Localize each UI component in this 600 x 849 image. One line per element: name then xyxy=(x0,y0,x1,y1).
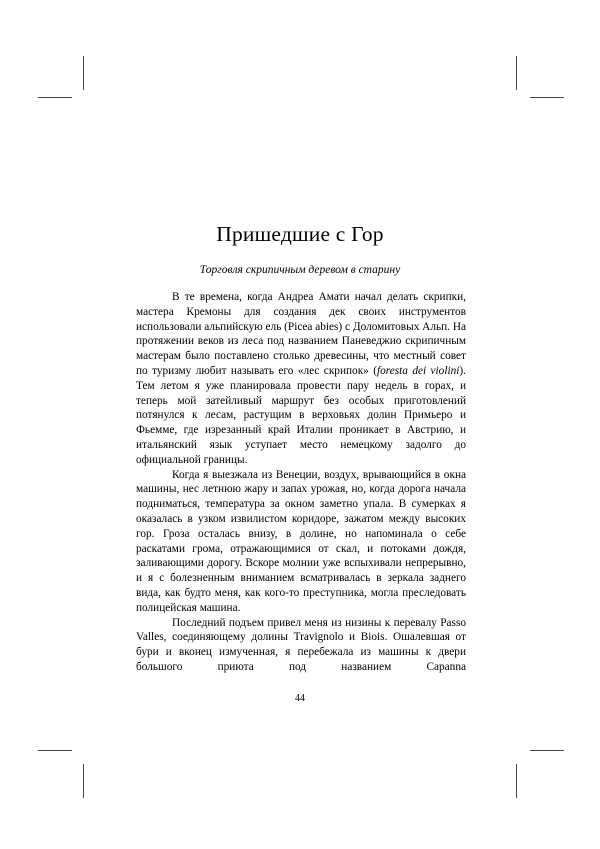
crop-mark-bottom-right-horizontal xyxy=(530,750,564,751)
paragraph-1-italic-phrase: foresta dei violini xyxy=(376,364,460,377)
crop-mark-top-left-horizontal xyxy=(38,97,72,98)
crop-mark-bottom-right-vertical xyxy=(516,764,517,798)
crop-mark-bottom-left-vertical xyxy=(83,764,84,798)
crop-mark-top-left-vertical xyxy=(83,56,84,90)
crop-mark-top-right-horizontal xyxy=(530,97,564,98)
paragraph-1 xyxy=(136,290,466,468)
paragraph-3: Последний подъем привел меня из низины к перевалу Passo Valles, соединяющему долины Travignolo и Biois. Ошалевшая от бури и вконец измученная, я перебежала из машины к двери большого приюта под названием Capanna xyxy=(136,616,466,673)
paragraph-1-text-after: ). Тем летом я уже планировала провести пару недель в горах, и теперь мой затейливый маршрут без особых приготовлений потянулся к лесам, растущим в верховьях долин Примьеро и Фьемме, где изрезанный край Италии проникает в Австрию, и итальянский язык уступает место немецкому задолго до официальной границы. xyxy=(136,364,466,466)
paragraph-2: Когда я выезжала из Венеции, воздух, врывающийся в окна машины, нес летнюю жару и запах урожая, но, когда дорога начала подниматься, температура за окном заметно упала. В сумерках я оказалась в узком извилистом коридоре, зажатом между высоких гор. Гроза осталась внизу, в долине, но напоминала о себе раскатами грома, отражающимися от скал, и потоками дождя, заливающими дорогу. Вскоре молнии уже вспыхивали непрерывно, и я с болезненным вниманием всматривалась в зеркала заднего вида, как будто меня, как кого-то преступника, могла преследовать полицейская машина. xyxy=(136,468,466,614)
chapter-subtitle: Торговля скрипичным деревом в старину xyxy=(199,264,401,276)
page-number: 44 xyxy=(295,693,305,704)
body-text xyxy=(136,290,466,675)
crop-mark-top-right-vertical xyxy=(516,56,517,90)
chapter-title: Пришедшие с Гор xyxy=(216,222,384,246)
crop-mark-bottom-left-horizontal xyxy=(38,750,72,751)
paragraph-1-text-before: В те времена, когда Андреа Амати начал делать скрипки, мастера Кремоны для создания дек своих инструментов использовали альпийскую ель (Picea abies) с Доломитовых Альп. На протяжении веков из леса под названием Паневеджио скрипичным мастерам было поставлено столько древесины, что местный совет по туризму любит называть его «лес скрипок» ( xyxy=(136,291,466,377)
